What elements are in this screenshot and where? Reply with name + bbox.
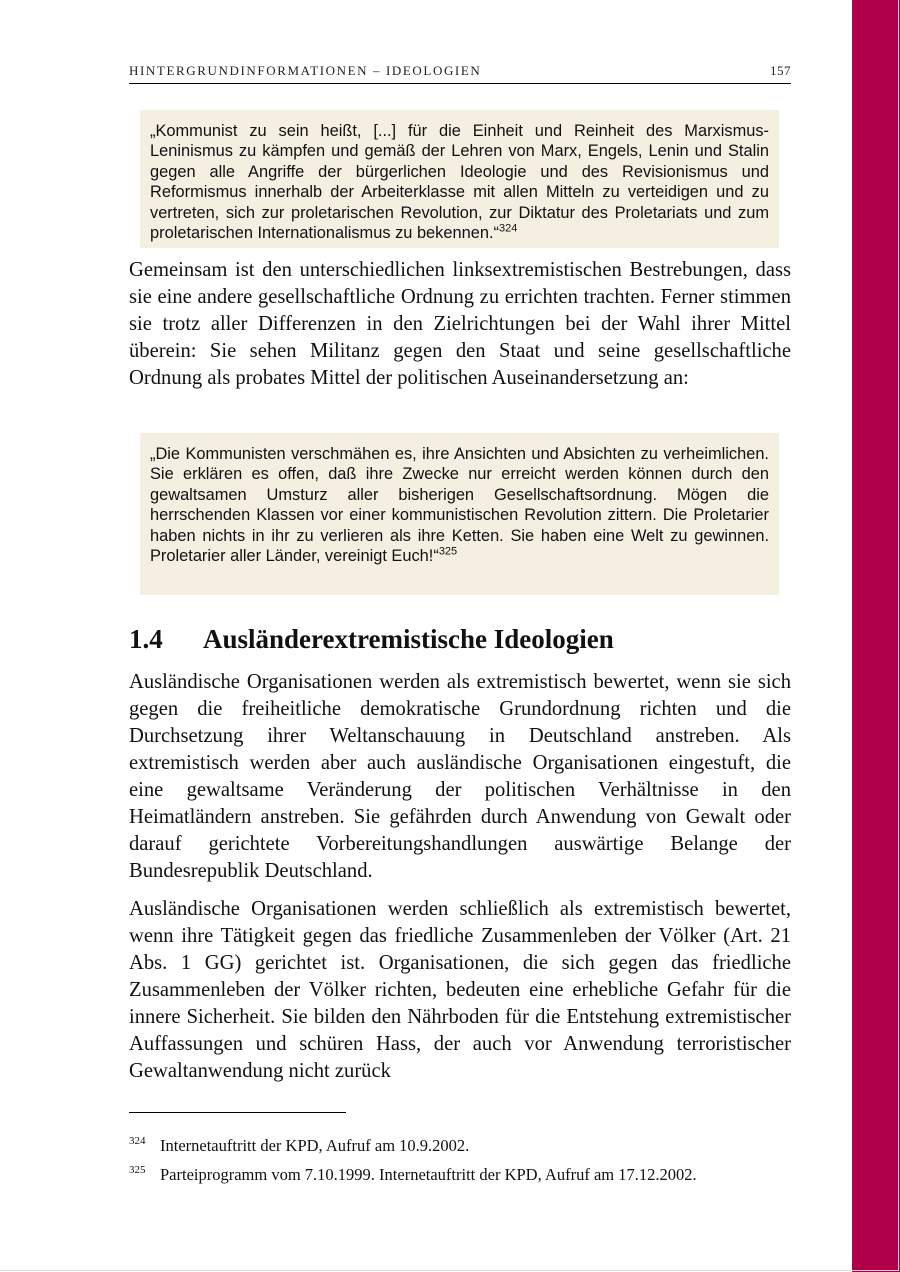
blockquote-manifesto-text: „Die Kommunisten verschmähen es, ihre Ansichten und Absichten zu verheimlichen. Sie erklären es offen, daß ihre Zwecke nur erreicht werden können durch den gewaltsamen Umsturz aller bisherigen Gesellschaftsordnung. Mögen die herrschenden Klassen vor einer kommunistischen Revolution zittern. Die Proletarier haben nichts in ihr zu verlieren als ihre Ketten. Sie haben eine Welt zu gewinnen. Proletarier aller Länder, vereinigt Euch!“ (150, 445, 769, 566)
running-header (129, 63, 791, 84)
footnote-ref-324: 324 (498, 222, 518, 235)
paragraph-peaceful-coexistence: Ausländische Organisationen werden schließlich als extremistisch bewertet, wenn ihre Tätigkeit gegen das friedliche Zusammenleben der Völker (Art. 21 Abs. 1 GG) gerichtet ist. Organisationen, die sich gegen das friedliche Zusammenleben der Völker richten, bedeuten eine erhebliche Gefahr für die innere Sicherheit. Sie bilden den Nährboden für die Entstehung extremistischer Auffassungen und schüren Hass, der auch vor Anwendung terroristischer Gewaltanwendung nicht zurück (129, 898, 791, 1082)
footnote-text: Internetauftritt der KPD, Aufruf am 10.9.2002. (160, 1136, 470, 1155)
footnote-number: 325 (129, 1164, 146, 1176)
side-color-bar (852, 0, 900, 1272)
footnote-number: 324 (129, 1135, 146, 1147)
footnote-separator (129, 1112, 346, 1113)
paragraph-foreign-organisations: Ausländische Organisationen werden als extremistisch bewertet, wenn sie sich gegen die freiheitliche demokratische Grundordnung richten und die Durchsetzung ihrer Weltanschauung in Deutschland anstreben. Als extremistisch werden aber auch ausländische Organisationen eingestuft, die eine gewaltsame Veränderung der politischen Verhältnisse in den Heimatländern anstreben. Sie gefährden durch Anwendung von Gewalt oder darauf gerichtete Vorbereitungshandlungen auswärtige Belange der Bundesrepublik Deutschland. (129, 671, 791, 882)
section-title: Ausländerextremistische Ideologien (203, 624, 614, 654)
section-number: 1.4 (129, 624, 163, 654)
blockquote-kpd-text: „Kommunist zu sein heißt, [...] für die Einheit und Reinheit des Marxismus-Leninismus zu kämpfen und gemäß der Lehren von Marx, Engels, Lenin und Stalin gegen alle Angriffe der bürgerlichen Ideologie und des Revisionismus und Reformismus innerhalb der Arbeiterklasse mit allen Mitteln zu verteidigen und zu vertreten, sich zur proletarischen Revolution, zur Diktatur des Proletariats und zum proletarischen Internationalismus zu bekennen.“ (150, 122, 769, 243)
footnote-ref-325: 325 (438, 545, 458, 558)
section-heading (129, 623, 614, 655)
paragraph-militancy: Gemeinsam ist den unterschiedlichen linksextremistischen Bestrebungen, dass sie eine andere gesellschaftliche Ordnung zu errichten trachten. Ferner stimmen sie trotz aller Differenzen in den Zielrichtungen bei der Wahl ihrer Mittel überein: Sie sehen Militanz gegen den Staat und seine gesellschaftliche Ordnung als probates Mittel der politischen Auseinandersetzung an: (129, 259, 791, 389)
page-number: 157 (770, 63, 791, 78)
header-title: HINTERGRUNDINFORMATIONEN – IDEOLOGIEN (129, 63, 482, 78)
blockquote-kpd (140, 110, 779, 248)
blockquote-manifesto (140, 433, 779, 595)
footnote-text: Parteiprogramm vom 7.10.1999. Internetauftritt der KPD, Aufruf am 17.12.2002. (160, 1165, 697, 1184)
